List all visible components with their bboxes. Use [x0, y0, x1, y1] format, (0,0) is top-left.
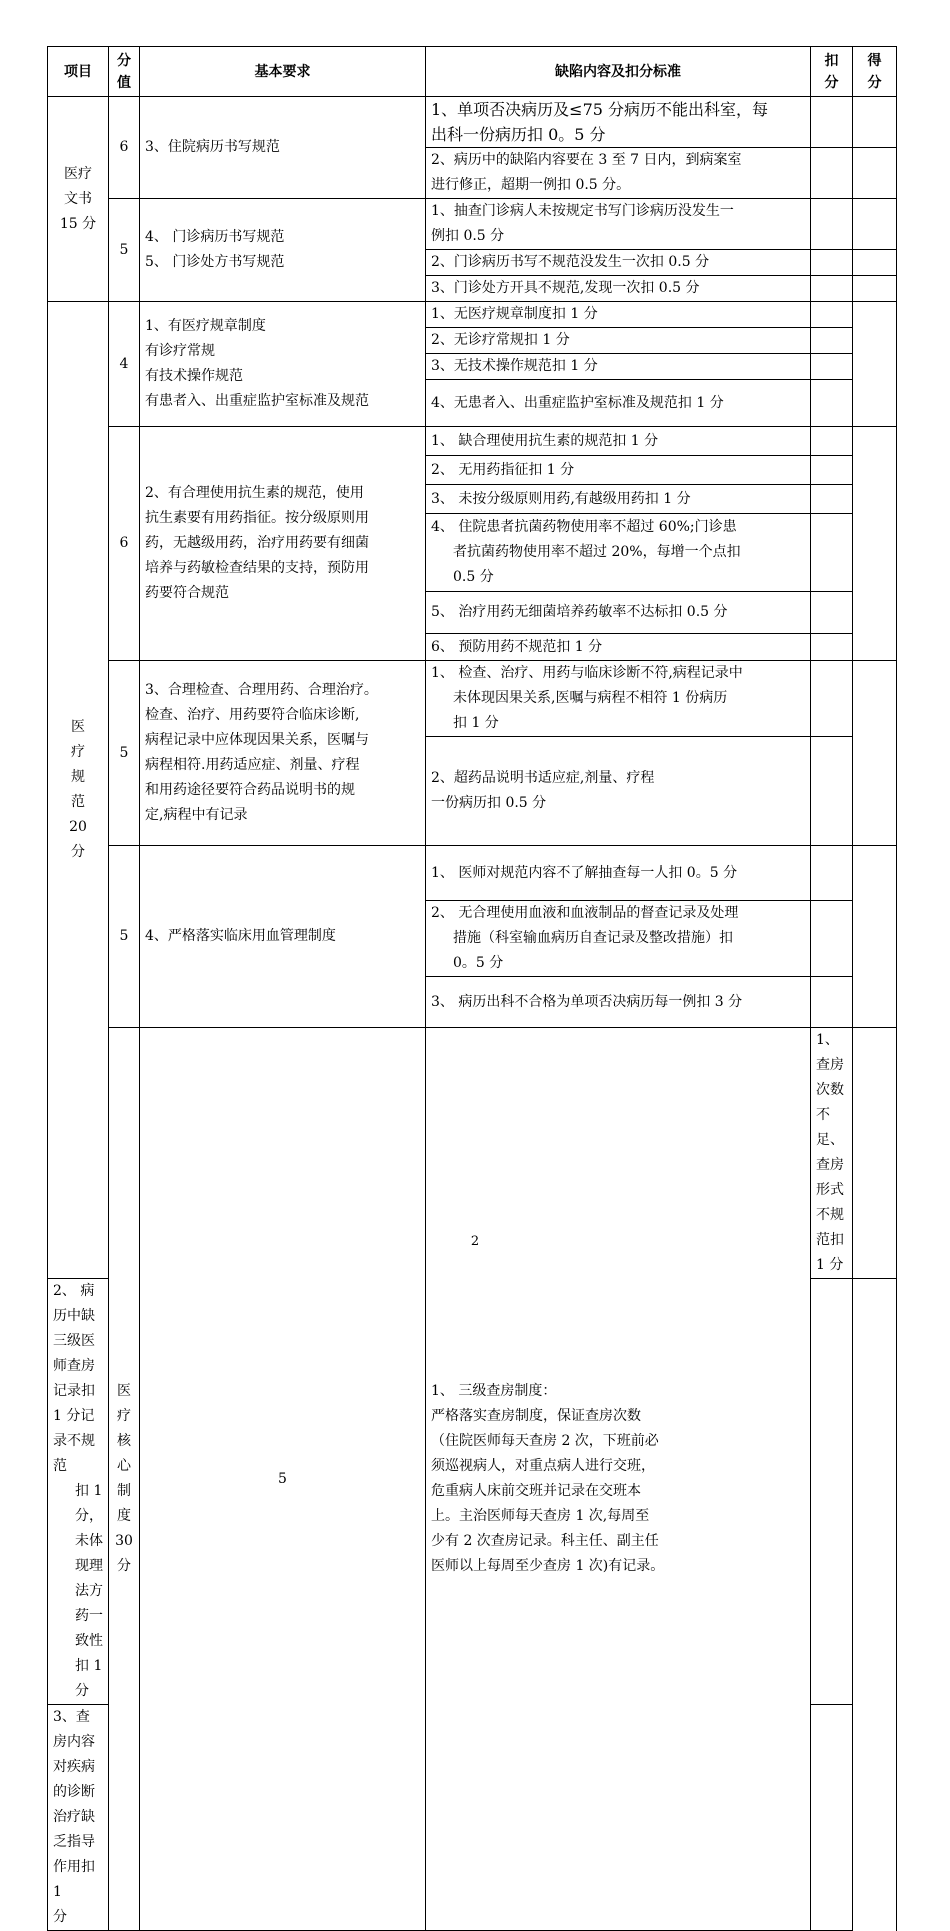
- project-cell: 医 疗 规 范 20 分: [48, 302, 109, 1279]
- project-cell: 医疗 文书 15 分: [48, 97, 109, 302]
- requirement-cell: 4、 门诊病历书写规范 5、 门诊处方书写规范: [140, 199, 426, 302]
- get-cell[interactable]: [853, 846, 897, 1028]
- defect-cell: 4、无患者入、出重症监护室标准及规范扣 1 分: [426, 380, 811, 427]
- score-cell: 6: [109, 427, 140, 661]
- score-cell: 5: [109, 661, 140, 846]
- defect-cell: 3、门诊处方开具不规范,发现一次扣 0.5 分: [426, 276, 811, 302]
- deduct-cell[interactable]: [811, 328, 853, 354]
- get-cell[interactable]: [853, 148, 897, 199]
- table-row: [48, 97, 897, 148]
- table-row: [48, 427, 897, 456]
- defect-cell: 2、 无用药指征扣 1 分: [426, 456, 811, 485]
- deduct-cell[interactable]: [811, 427, 853, 456]
- header-project: 项目: [48, 47, 109, 97]
- defect-cell: 3、 未按分级原则用药,有越级用药扣 1 分: [426, 485, 811, 514]
- deduct-cell[interactable]: [811, 354, 853, 380]
- defect-cell: 1、 缺合理使用抗生素的规范扣 1 分: [426, 427, 811, 456]
- defect-cell: 2、超药品说明书适应症,剂量、疗程 一份病历扣 0.5 分: [426, 737, 811, 846]
- deduct-cell[interactable]: [811, 634, 853, 661]
- header-get: 得 分: [853, 47, 897, 97]
- get-cell[interactable]: [853, 276, 897, 302]
- deduct-cell[interactable]: [811, 485, 853, 514]
- deduct-cell[interactable]: [811, 1279, 853, 1705]
- deduct-cell[interactable]: [811, 661, 853, 737]
- get-cell[interactable]: [853, 661, 897, 846]
- deduct-cell[interactable]: [811, 592, 853, 634]
- defect-cell: 2、病历中的缺陷内容要在 3 至 7 日内，到病案室 进行修正，超期一例扣 0.5 分。: [426, 148, 811, 199]
- table-row: [48, 302, 897, 328]
- deduct-cell[interactable]: [811, 250, 853, 276]
- quality-assessment-table: [47, 46, 897, 1931]
- deduct-cell[interactable]: [811, 199, 853, 250]
- header-requirement: 基本要求: [140, 47, 426, 97]
- requirement-cell: 4、严格落实临床用血管理制度: [140, 846, 426, 1028]
- defect-cell: 4、 住院患者抗菌药物使用率不超过 60%;门诊患 者抗菌药物使用率不超过 20%，每增一个点扣 0.5 分: [426, 514, 811, 592]
- defect-cell: 1、 检查、治疗、用药与临床诊断不符,病程记录中 未体现因果关系,医嘱与病程不相符 1 份病历 扣 1 分: [426, 661, 811, 737]
- get-cell[interactable]: [853, 427, 897, 661]
- requirement-cell: 1、有医疗规章制度 有诊疗常规 有技术操作规范 有患者入、出重症监护室标准及规范: [140, 302, 426, 427]
- score-cell: 6: [109, 97, 140, 199]
- defect-cell: 1、 查房次数不足、查房形式不规范扣 1 分: [811, 1028, 853, 1279]
- requirement-cell: 2、有合理使用抗生素的规范，使用 抗生素要有用药指征。按分级原则用 药，无越级用药，治疗用药要有细菌 培养与药敏检查结果的支持，预防用 药要符合规范: [140, 427, 426, 661]
- header-defect: 缺陷内容及扣分标准: [426, 47, 811, 97]
- defect-cell: 1、 医师对规范内容不了解抽查每一人扣 0。5 分: [426, 846, 811, 901]
- requirement-cell: 1、 三级查房制度： 严格落实查房制度，保证查房次数 （住院医师每天查房 2 次，下班前必 须巡视病人，对重点病人进行交班， 危重病人床前交班并记录在交班本 上。主治医师每天查房 1 次,每周至 少有 2 次查房记录。科主任、副主任 医师以上每周至少查房 1 次)有记录。: [426, 1028, 811, 1931]
- project-cell: 医 疗 核 心 制 度 30 分: [109, 1028, 140, 1931]
- get-cell[interactable]: [853, 97, 897, 148]
- score-cell: 5: [109, 846, 140, 1028]
- get-cell[interactable]: [853, 199, 897, 250]
- deduct-cell[interactable]: [811, 846, 853, 901]
- header-row: [48, 47, 897, 97]
- requirement-cell: 3、住院病历书写规范: [140, 97, 426, 199]
- deduct-cell[interactable]: [811, 302, 853, 328]
- defect-cell: 3、无技术操作规范扣 1 分: [426, 354, 811, 380]
- defect-cell: 3、 病历出科不合格为单项否决病历每一例扣 3 分: [426, 977, 811, 1028]
- deduct-cell[interactable]: [811, 737, 853, 846]
- requirement-cell: 3、合理检查、合理用药、合理治疗。 检查、治疗、用药要符合临床诊断, 病程记录中应体现因果关系，医嘱与 病程相符.用药适应症、剂量、疗程 和用药途径要符合药品说明书的规 定,病程中有记录: [140, 661, 426, 846]
- deduct-cell[interactable]: [811, 514, 853, 592]
- defect-cell: 1、抽查门诊病人未按规定书写门诊病历没发生一 例扣 0.5 分: [426, 199, 811, 250]
- page-number: 2: [470, 1234, 480, 1249]
- defect-cell: 1、无医疗规章制度扣 1 分: [426, 302, 811, 328]
- defect-cell: 2、 病历中缺三级医师查房记录扣 1 分记录不规范 扣 1 分，未体现理法方药一致性扣 1 分: [48, 1279, 109, 1705]
- deduct-cell[interactable]: [811, 977, 853, 1028]
- score-cell: 5: [109, 199, 140, 302]
- score-cell: 5: [140, 1028, 426, 1931]
- table-row: [48, 661, 897, 737]
- defect-cell: 2、 无合理使用血液和血液制品的督查记录及处理 措施（科室输血病历自查记录及整改措施）扣 0。5 分: [426, 901, 811, 977]
- defect-cell: 6、 预防用药不规范扣 1 分: [426, 634, 811, 661]
- deduct-cell[interactable]: [811, 276, 853, 302]
- score-cell: 4: [109, 302, 140, 427]
- header-deduct: 扣 分: [811, 47, 853, 97]
- deduct-cell[interactable]: [811, 97, 853, 148]
- get-cell[interactable]: [853, 302, 897, 427]
- defect-cell: 2、门诊病历书写不规范没发生一次扣 0.5 分: [426, 250, 811, 276]
- deduct-cell[interactable]: [811, 148, 853, 199]
- header-score: 分 值: [109, 47, 140, 97]
- defect-cell: 5、 治疗用药无细菌培养药敏率不达标扣 0.5 分: [426, 592, 811, 634]
- defect-cell: 2、无诊疗常规扣 1 分: [426, 328, 811, 354]
- deduct-cell[interactable]: [811, 1705, 853, 1931]
- table-row: [48, 199, 897, 250]
- defect-cell: 3、查房内容对疾病的诊断治疗缺乏指导作用扣 1 分: [48, 1705, 109, 1931]
- get-cell[interactable]: [853, 250, 897, 276]
- deduct-cell[interactable]: [811, 901, 853, 977]
- deduct-cell[interactable]: [811, 456, 853, 485]
- deduct-cell[interactable]: [811, 380, 853, 427]
- table-row: [48, 846, 897, 901]
- defect-cell: 1、单项否决病历及≤75 分病历不能出科室，每 出科一份病历扣 0。5 分: [426, 97, 811, 148]
